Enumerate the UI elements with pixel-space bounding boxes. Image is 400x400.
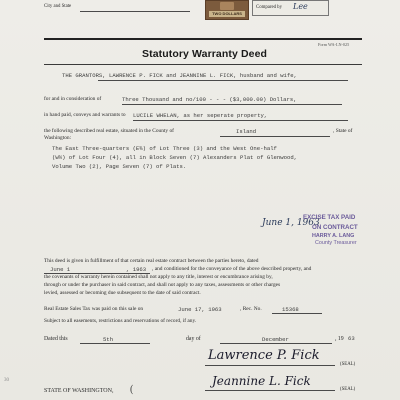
contract-date: June 1 — [50, 266, 71, 273]
tax-stamp-signature: June 1, 1963 — [262, 218, 320, 228]
compared-by-signature: Lee — [293, 2, 308, 11]
fulfillment-line-3: the covenants of warranty herein contained shall not apply to any title, interest or encumbrance arising by, — [44, 274, 273, 280]
rec-no-underline — [272, 313, 322, 314]
signature-line-2 — [205, 390, 335, 391]
dated-year: 63 — [348, 335, 355, 342]
sales-tax-prefix: Real Estate Sales Tax was paid on this sale on — [44, 306, 144, 312]
title-rule — [44, 64, 362, 65]
brace-mark: ( — [130, 384, 134, 395]
dated-day: 5th — [103, 336, 114, 343]
tax-stamp-line-1: EXCISE TAX PAID — [303, 214, 356, 221]
grantee-underline — [133, 120, 348, 121]
seal-label-1: (SEAL) — [340, 362, 356, 367]
tax-stamp-line-4: County Treasurer — [315, 240, 357, 246]
legal-description-line-3: Volume Two (2), Page Seven (7) of Plats. — [52, 163, 187, 170]
conveys-prefix: in hand paid, conveys and warrants to — [44, 112, 126, 118]
dated-label: Dated this — [44, 336, 68, 342]
rec-no-value: 15368 — [282, 306, 299, 313]
signature-jeannine-fick: Jeannine L. Fick — [212, 374, 311, 388]
deed-title: Statutory Warranty Deed — [142, 48, 268, 60]
grantor-line — [62, 72, 297, 79]
signature-line-1 — [205, 365, 335, 366]
fulfillment-line-2: , and conditioned for the conveyance of the above described property, and — [152, 266, 312, 272]
legal-description-line-1: The East Three-quarters (E¾) of Lot Three (3) and the West One-half — [52, 145, 277, 152]
county-name: Island — [236, 128, 257, 135]
state-of-washington: STATE OF WASHINGTON, — [44, 388, 114, 394]
contract-year: , 1963 — [126, 266, 147, 273]
tax-stamp-line-3: HARRY A. LANG — [312, 233, 355, 239]
seal-label-2: (SEAL) — [340, 387, 356, 392]
stamp-portrait-icon — [220, 2, 234, 10]
top-rule — [44, 38, 362, 40]
rec-no-label: , Rec. No. — [240, 306, 262, 312]
fulfillment-line-4: through or under the purchaser in said contract, and shall not apply to any taxes, assessments or other charges — [44, 282, 281, 288]
property-prefix: the following described real estate, situated in the County of — [44, 128, 174, 134]
grantee-name: LUCILE WHELAN, as her seperate property, — [133, 112, 268, 119]
compared-label: Compared by — [256, 5, 282, 10]
city-state-label: City and State — [44, 4, 72, 9]
dated-day-of: day of — [186, 336, 201, 342]
dated-year-prefix: , 19 — [335, 336, 344, 342]
fulfillment-line-5: levied, assessed or becoming due subsequent to the date of said contract. — [44, 290, 201, 296]
fulfillment-line-1: This deed is given in fulfillment of that certain real estate contract between the parties hereto, dated — [44, 258, 259, 264]
consideration-underline — [122, 104, 342, 105]
dated-day-underline — [80, 343, 150, 344]
stamp-denomination: TWO DOLLARS — [209, 11, 245, 17]
county-underline — [220, 136, 330, 137]
revenue-stamp — [205, 0, 249, 20]
dated-month: December — [262, 336, 289, 343]
consideration-amount: Three Thousand and no/100 - - - ($3,000.00) Dollars, — [122, 96, 297, 103]
consideration-prefix: for and in consideration of — [44, 96, 102, 102]
grantor-underline — [98, 80, 348, 81]
margin-mark: 30 — [4, 378, 9, 383]
compared-box — [252, 0, 329, 16]
form-number: Form WA-LN-025 — [318, 42, 350, 47]
grantor-names: LAWRENCE P. FICK and JEANNINE L. FICK, husband and wife, — [109, 72, 297, 79]
grantor-prefix: THE GRANTORS, — [62, 72, 106, 79]
city-state-line — [80, 11, 190, 12]
legal-description-line-2: (W½) of Lot Four (4), all in Block Seven (7) Alexanders Plat of Glenwood, — [52, 154, 298, 161]
sales-tax-date: June 17, 1963 — [178, 306, 222, 313]
dated-month-underline — [220, 343, 332, 344]
tax-stamp-line-2: ON CONTRACT — [312, 224, 358, 231]
state-name: Washington: — [44, 135, 72, 141]
signature-lawrence-fick: Lawrence P. Fick — [208, 348, 320, 363]
subject-clause: Subject to all easements, restrictions and reservations of record, if any. — [44, 318, 197, 324]
state-suffix: , State of — [333, 128, 353, 134]
